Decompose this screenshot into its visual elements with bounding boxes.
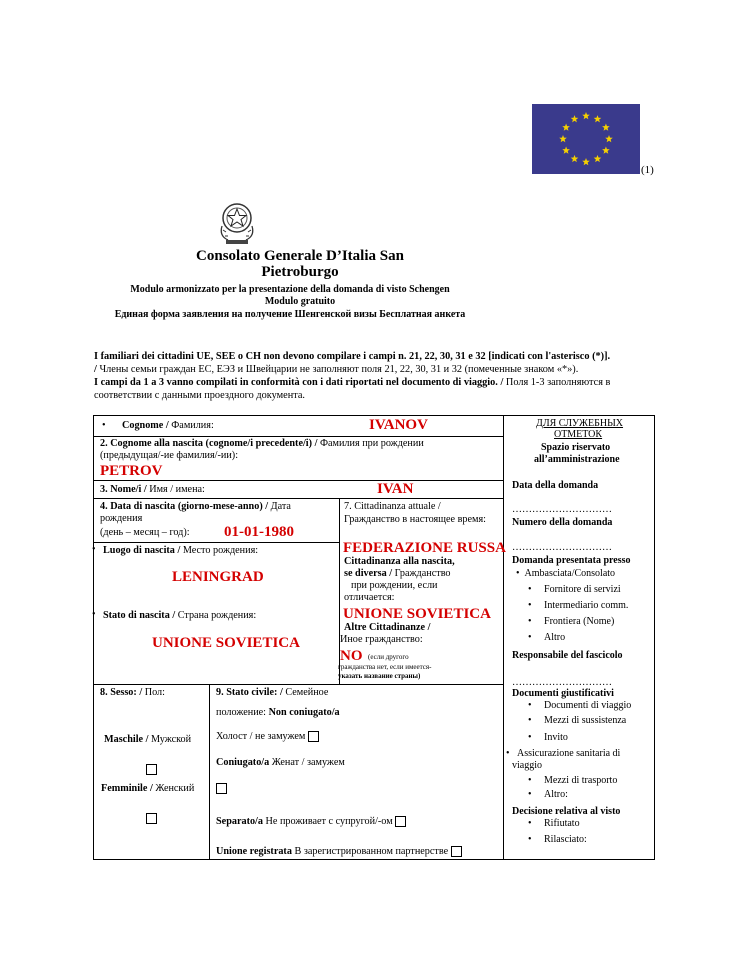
- application-form-table: [93, 415, 655, 860]
- marital-union-label-ru: В зарегистрированном партнерстве: [291, 846, 449, 857]
- subtitle-italian: Modulo armonizzato per la presentazione della domanda di visto Schengen: [130, 284, 450, 295]
- office-number-label: Numero della domanda: [512, 517, 613, 528]
- field7c-label-it: Altre Cittadinanze /: [344, 622, 431, 633]
- office-head-ru2: ОТМЕТОК: [554, 429, 603, 440]
- field8-label: [100, 687, 165, 700]
- office-presented-item-3-text: Frontiera (Nome): [544, 616, 615, 627]
- field7b-label-it2: se diversa /: [344, 568, 393, 579]
- field4-label-ru: Дата: [268, 501, 291, 512]
- sex-female-label-it: Femminile /: [101, 783, 153, 794]
- marital-status-value[interactable]: Non coniugato/a: [266, 707, 340, 718]
- sex-male-label: [104, 734, 191, 747]
- office-head-ru1: ДЛЯ СЛУЖЕБНЫХ: [536, 418, 624, 429]
- marital-married-label-ru: Женат / замужем: [269, 757, 345, 768]
- field7c-note2: гражданства нет, если имеется-: [338, 663, 432, 671]
- office-presented-item-1: • Fornitore di servizi: [528, 584, 621, 595]
- office-presented-item-0-text: Ambasciata/Consolato: [524, 568, 616, 579]
- office-presented-item-0: • Ambasciata/Consolato: [516, 568, 616, 579]
- office-docs2-item-1-text: Altro:: [544, 789, 568, 800]
- office-docs2-item-0-text: Mezzi di trasporto: [544, 775, 618, 786]
- nationality-at-birth-value[interactable]: UNIONE SOVIETICA: [343, 606, 491, 622]
- office-decision-item-0-text: Rifiutato: [544, 818, 580, 829]
- field8-label-ru: Пол:: [142, 687, 165, 698]
- marital-married-option: [216, 757, 345, 770]
- office-date-label: Data della domanda: [512, 480, 599, 491]
- field1-label-ru: Фамилия:: [168, 420, 214, 431]
- office-presented-item-4-text: Altro: [544, 632, 566, 643]
- field2-label-it: 2. Cognome alla nascita (cognome/i precedente/i) /: [100, 438, 318, 449]
- birth-surname-value[interactable]: PETROV: [100, 463, 163, 479]
- office-docs-item-0: • Documenti di viaggio: [528, 700, 632, 711]
- field3-label-ru: Имя / имена:: [146, 484, 205, 495]
- intro-line4: соответствии с данными проездного документа.: [94, 390, 305, 401]
- marital-separated-option[interactable]: [216, 816, 406, 829]
- birth-place-value[interactable]: LENINGRAD: [172, 569, 264, 585]
- field2-label-line2: (предыдущая/-ие фамилия/-ии):: [100, 450, 239, 461]
- intro-line3-bold: I campi da 1 a 3 vanno compilati in conformità con i dati riportati nel documento di viaggio. /: [94, 377, 504, 388]
- field9-label-ru2: положение:: [216, 707, 267, 718]
- office-docs-item-1: • Mezzi di sussistenza: [528, 715, 627, 726]
- office-decision-item-1-text: Rilasciato:: [544, 834, 587, 845]
- field7c-note1: (если другого: [368, 653, 409, 661]
- marital-married-label-it: Coniugato/a: [216, 757, 270, 768]
- office-docs-item-2-text: Invito: [544, 732, 568, 743]
- sex-male-label-it: Maschile /: [104, 734, 149, 745]
- field5-label-it: Luogo di nascita /: [103, 545, 181, 556]
- field8-label-it: 8. Sesso: /: [100, 687, 143, 698]
- office-docs-item-1-text: Mezzi di sussistenza: [544, 715, 627, 726]
- field6-label: [103, 610, 256, 623]
- office-presented-item-4: • Altro: [528, 632, 566, 643]
- intro-line2: Члены семьи граждан ЕС, ЕЭЗ и Швейцарии не заполняют поля 21, 22, 30, 31 и 32 (помеченные знаком «*»).: [96, 364, 579, 375]
- field4-label: [100, 501, 291, 514]
- field7b-label-ru1: Гражданство: [392, 568, 451, 579]
- flag-footnote: (1): [641, 164, 654, 176]
- field4-label-it: 4. Data di nascita (giorno-mese-anno) /: [100, 501, 269, 512]
- marital-separated-label-ru: Не проживает с супругой/-ом: [262, 816, 393, 827]
- office-date-dots: …………………………: [512, 504, 612, 515]
- office-presented-item-1-text: Fornitore di servizi: [544, 584, 621, 595]
- marital-married-checkbox[interactable]: [216, 782, 227, 794]
- office-responsible-dots: …………………………: [512, 677, 612, 688]
- marital-union-label-it: Unione registrata: [216, 846, 292, 857]
- marital-single-checkbox[interactable]: [308, 731, 319, 742]
- eu-flag-logo: [532, 104, 640, 174]
- intro-text: [94, 350, 654, 402]
- field5-label: [103, 545, 258, 558]
- field9-label: [216, 687, 328, 700]
- office-insurance-line1-text: Assicurazione sanitaria di: [517, 748, 621, 759]
- field7c-note3: указать название страны): [338, 672, 421, 680]
- first-name-value[interactable]: IVAN: [377, 481, 414, 497]
- office-head-it1: Spazio riservato: [541, 442, 611, 453]
- field3-label-it: 3. Nome/i /: [100, 484, 147, 495]
- field6-label-ru: Страна рождения:: [175, 610, 257, 621]
- field6-bullet: •: [92, 609, 96, 620]
- office-docs2-item-1: • Altro:: [528, 789, 568, 800]
- sex-female-label-ru: Женский: [152, 783, 195, 794]
- field7c-label-ru: Иное гражданство:: [340, 634, 423, 645]
- field7-label: 7. Cittadinanza attuale /: [344, 501, 441, 512]
- intro-line3-rest: Поля 1-3 заполняются в: [503, 377, 611, 388]
- office-docs2-item-0: • Mezzi di trasporto: [528, 775, 618, 786]
- office-presented-label: Domanda presentata presso: [512, 555, 631, 566]
- marital-union-checkbox[interactable]: [451, 846, 462, 857]
- field7b-label: [344, 568, 451, 581]
- field2-label-ru: Фамилия при рождении: [317, 438, 424, 449]
- field5-label-ru: Место рождения:: [180, 545, 259, 556]
- office-docs-item-2: • Invito: [528, 732, 568, 743]
- surname-value[interactable]: IVANOV: [369, 417, 428, 433]
- field7b-label-ru2: при рождении, если: [351, 580, 438, 591]
- office-docs-label: Documenti giustificativi: [512, 688, 614, 699]
- birth-date-value[interactable]: 01-01-1980: [224, 524, 294, 540]
- office-presented-item-2-text: Intermediario comm.: [544, 600, 629, 611]
- field9-label-it: 9. Stato civile: /: [216, 687, 283, 698]
- field7-label-ru: Гражданство в настоящее время:: [344, 514, 486, 525]
- birth-country-value[interactable]: UNIONE SOVIETICA: [152, 635, 300, 651]
- field1-bullet: •: [102, 420, 106, 431]
- office-decision-item-1: • Rilasciato:: [528, 834, 587, 845]
- office-responsible-label: Responsabile del fascicolo: [512, 650, 623, 661]
- subtitle-free: Modulo gratuito: [264, 296, 336, 307]
- marital-single-option[interactable]: [216, 731, 319, 744]
- sex-male-checkbox[interactable]: [146, 763, 157, 775]
- field4-label-line3: (день – месяц – год):: [100, 527, 190, 538]
- sex-female-label: [101, 783, 194, 796]
- office-presented-item-3: • Frontiera (Nome): [528, 616, 615, 627]
- other-nationality-value[interactable]: NO: [340, 648, 363, 664]
- marital-single-label: Холост / не замужем: [216, 731, 306, 742]
- field5-bullet: •: [92, 544, 96, 555]
- marital-union-option[interactable]: [216, 846, 462, 859]
- office-insurance-line2: viaggio: [512, 760, 542, 771]
- sex-female-checkbox[interactable]: [146, 812, 157, 824]
- office-presented-item-2: • Intermediario comm.: [528, 600, 629, 611]
- italian-emblem-logo: [214, 196, 260, 246]
- field6-label-it: Stato di nascita /: [103, 610, 176, 621]
- field9-label-line2: [216, 707, 340, 720]
- marital-separated-label-it: Separato/a: [216, 816, 263, 827]
- field1-label: [122, 420, 214, 433]
- consulate-title-line1: Consolato Generale D’Italia San: [196, 248, 404, 264]
- field7b-label-it1: Cittadinanza alla nascita,: [344, 556, 455, 567]
- intro-line2-separator: /: [94, 364, 97, 375]
- intro-line1: I familiari dei cittadini UE, SEE o CH non devono compilare i campi n. 21, 22, 30, 31 e 32 [indicati con l'asterisco (*)].: [94, 351, 611, 362]
- office-decision-item-0: • Rifiutato: [528, 818, 580, 829]
- field1-label-it: Cognome /: [122, 420, 169, 431]
- nationality-value[interactable]: FEDERAZIONE RUSSA: [343, 540, 506, 556]
- office-insurance-line1: • Assicurazione sanitaria di: [506, 748, 621, 759]
- subtitle-russian: Единая форма заявления на получение Шенгенской визы Бесплатная анкета: [114, 309, 466, 320]
- office-decision-label: Decisione relativa al visto: [512, 806, 621, 817]
- field9-label-ru: Семейное: [282, 687, 329, 698]
- sex-male-label-ru: Мужской: [148, 734, 192, 745]
- office-head-it2: all’amministrazione: [534, 454, 620, 465]
- marital-separated-checkbox[interactable]: [395, 816, 406, 827]
- consulate-title-line2: Pietroburgo: [261, 264, 339, 280]
- field2-label: [100, 438, 424, 451]
- office-docs-item-0-text: Documenti di viaggio: [544, 700, 632, 711]
- field4-label-line2: рождения: [100, 513, 143, 524]
- field7b-label-ru3: отличается:: [344, 592, 395, 603]
- field3-label: [100, 484, 205, 497]
- office-number-dots: …………………………: [512, 542, 612, 553]
